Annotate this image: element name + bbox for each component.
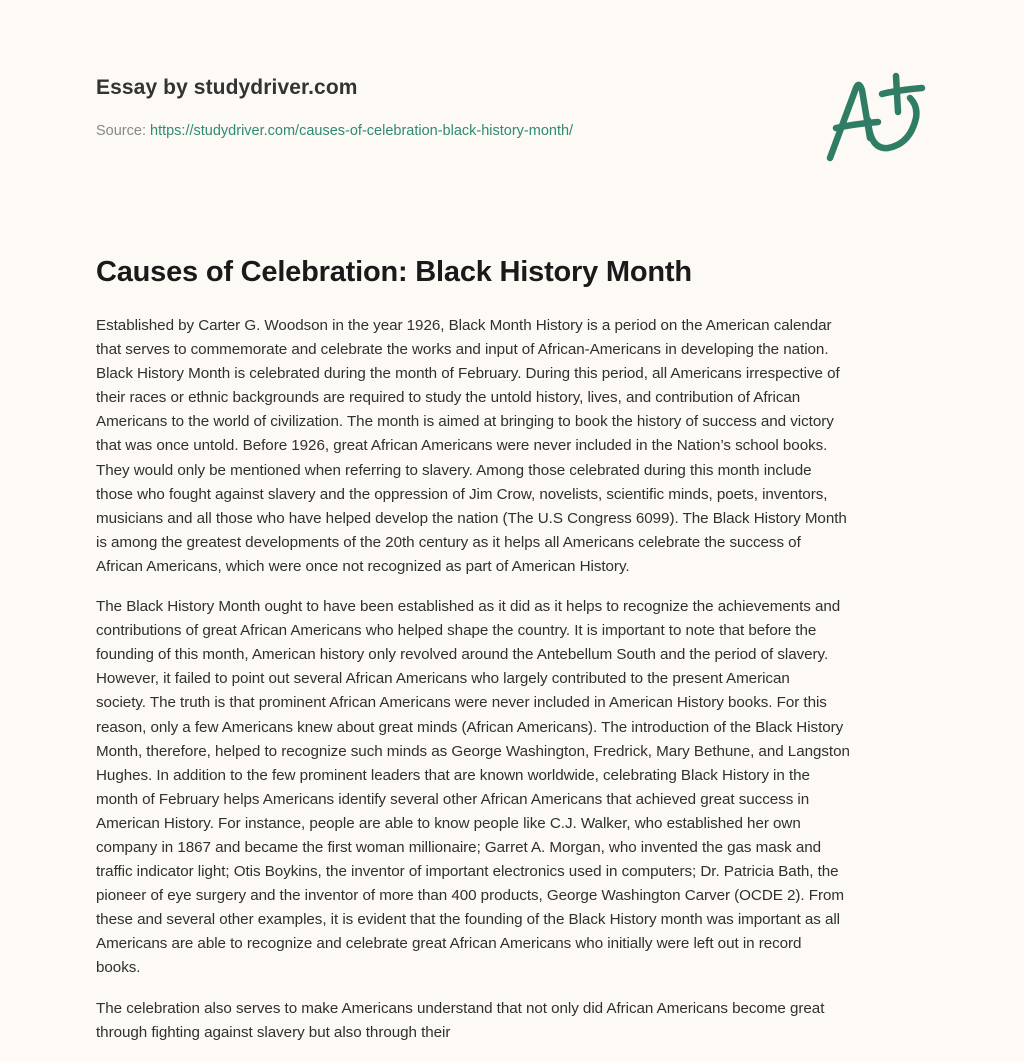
text-line: However, it failed to point out several African Americans who largely contributed to the present American — [96, 670, 790, 688]
text-line: month of February helps Americans identify several other African Americans that achieved great success in — [96, 790, 810, 808]
paragraph-1 — [96, 314, 936, 579]
text-line: Americans are able to recognize and celebrate great African Americans who initially were left out in record — [96, 935, 802, 953]
text-line: those who fought against slavery and the oppression of Jim Crow, novelists, scientific minds, poets, inventors, — [96, 485, 828, 503]
source-label: Source: — [96, 123, 150, 139]
text-line: society. The truth is that prominent African Americans were never included in American History books. For this — [96, 694, 827, 712]
paragraph-3 — [96, 997, 936, 1045]
text-line: American History. For instance, people are able to know people like C.J. Walker, who established her own — [96, 814, 801, 832]
text-line: Established by Carter G. Woodson in the year 1926, Black Month History is a period on the American calendar — [96, 317, 832, 334]
text-line: They would only be mentioned when referring to slavery. Among those celebrated during this month include — [96, 461, 812, 479]
text-line: Hughes. In addition to the few prominent leaders that are known worldwide, celebrating Black History in the — [96, 766, 810, 784]
text-line: Black History Month is celebrated during the month of February. During this period, all Americans irrespective of — [96, 365, 840, 383]
paragraph-2 — [96, 595, 936, 981]
text-line: musicians and all those who have helped develop the nation (The U.S Congress 6099). The Black History Month — [96, 509, 847, 527]
essay-body — [96, 314, 936, 1061]
text-line: pioneer of eye surgery and the inventor of more than 400 products, George Washington Carver (OCDE 2). From — [96, 887, 844, 905]
text-line: books. — [96, 959, 141, 977]
text-line: their races or ethnic backgrounds are required to study the untold history, lives, and contribution of African — [96, 389, 801, 407]
text-line: African Americans, which were once not recognized as part of American History. — [96, 557, 630, 575]
text-line: contributions of great African Americans who helped shape the country. It is important to note that before the — [96, 622, 817, 640]
text-line: The celebration also serves to make Americans understand that not only did African Americans become great — [96, 999, 825, 1017]
text-line: reason, only a few Americans knew about great minds (African Americans). The introduction of the Black History — [96, 718, 844, 736]
source-line — [96, 123, 573, 139]
text-line: Month, therefore, helped to recognize such minds as George Washington, Fredrick, Mary Bethune, and Langston — [96, 742, 850, 760]
text-line: through fighting against slavery but also through their — [96, 1023, 451, 1041]
text-line: these and several other examples, it is evident that the founding of the Black History month was important as all — [96, 911, 840, 929]
text-line: The Black History Month ought to have been established as it did as it helps to recognize the achievements and — [96, 598, 841, 616]
document-title: Causes of Celebration: Black History Month — [96, 256, 692, 288]
text-line: company in 1867 and became the first woman millionaire; Garret A. Morgan, who invented the gas mask and — [96, 838, 822, 856]
site-title: Essay by studydriver.com — [96, 76, 358, 99]
a-plus-grade-icon — [818, 66, 930, 166]
text-line: traffic indicator light; Otis Boykins, the inventor of important electronics used in computers; Dr. Patricia Bath, the — [96, 863, 839, 881]
text-line: is among the greatest developments of the 20th century as it helps all Americans celebrate the success of — [96, 533, 801, 551]
text-line: that serves to commemorate and celebrate the works and input of African-Americans in developing the nation. — [96, 341, 829, 359]
source-link[interactable]: https://studydriver.com/causes-of-celebration-black-history-month/ — [150, 123, 574, 139]
text-line: founding of this month, American history only revolved around the Antebellum South and the period of slavery. — [96, 646, 829, 664]
text-line: that was once untold. Before 1926, great African Americans were never included in the Nation’s school books. — [96, 437, 828, 455]
text-line: Americans to the world of civilization. The month is aimed at bringing to book the history of success and victory — [96, 413, 834, 431]
